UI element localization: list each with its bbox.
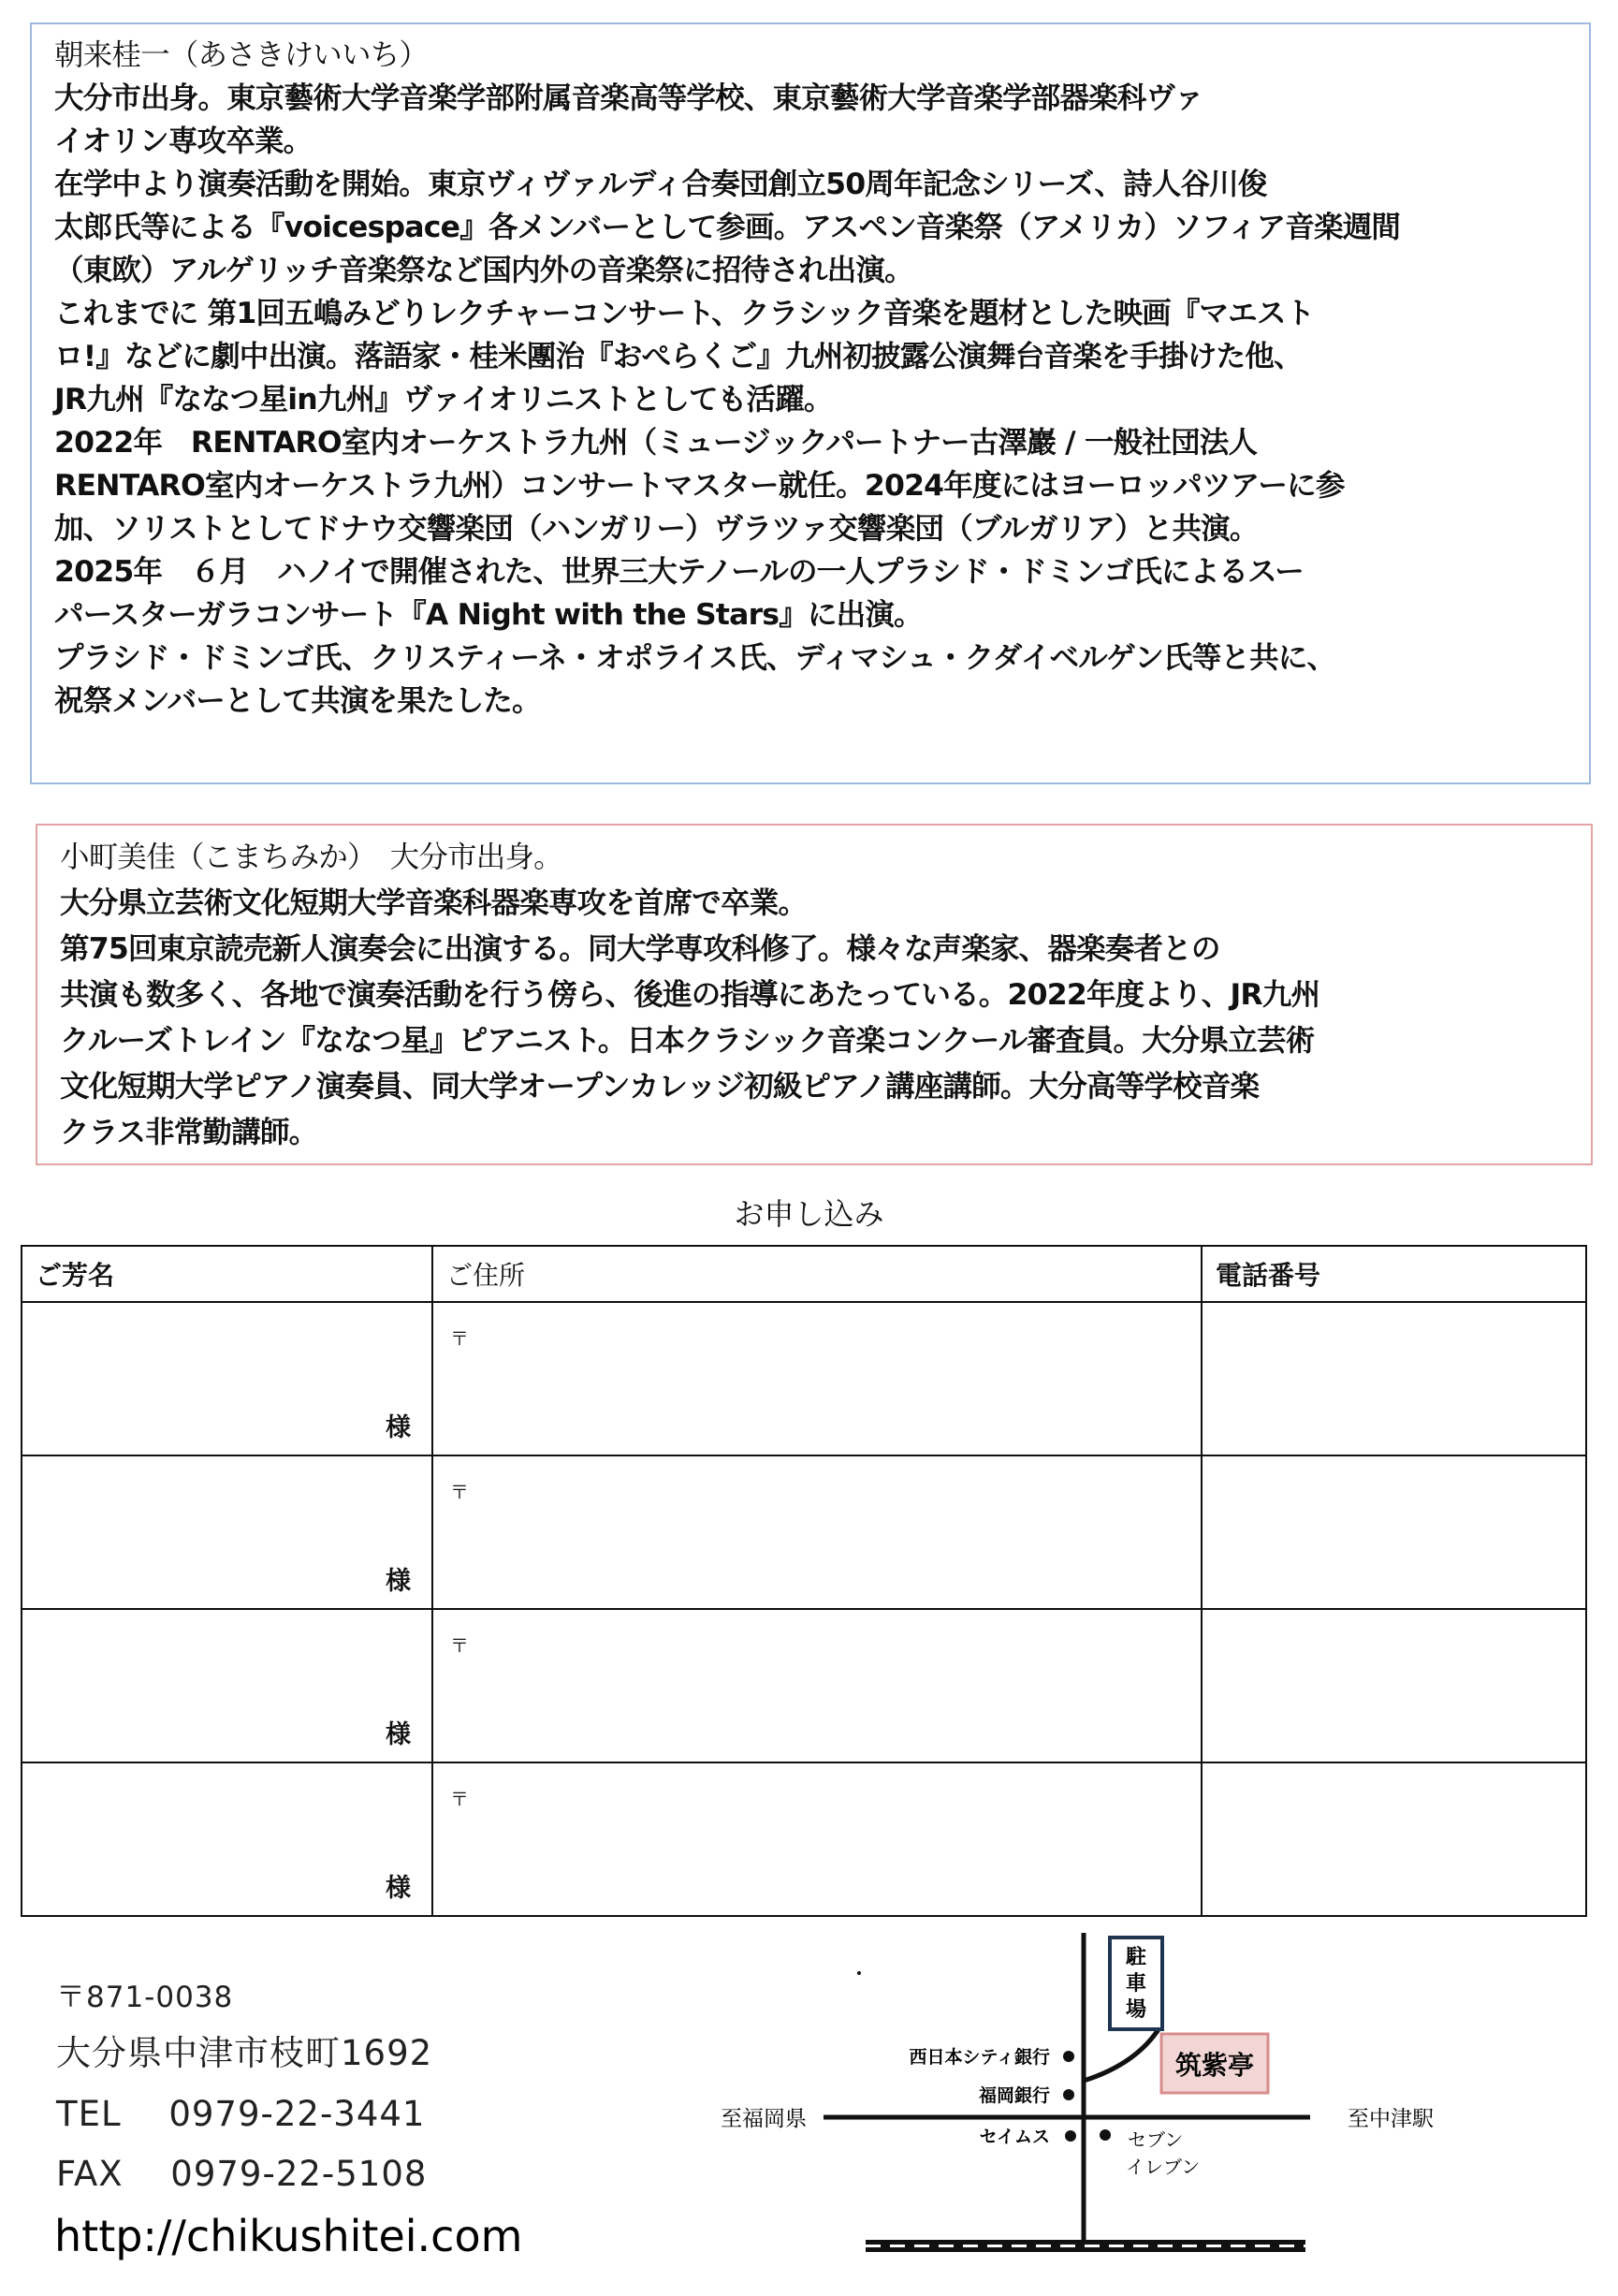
parking-char: 場 [1125, 1998, 1147, 2022]
bank-label: 福岡銀行 [978, 2085, 1050, 2106]
profile-line: クルーズトレイン『ななつ星』ピアニスト。日本クラシック音楽コンクール審査員。大分県立芸術 [60, 1024, 1315, 1058]
profile-line: パースターガラコンサート『A Night with the Stars』に出演。 [54, 598, 923, 632]
profile-line: 太郎氏等による『voicespace』各メンバーとして参画。アスペン音楽祭（アメリカ）ソフィア音楽週間 [54, 211, 1401, 244]
profile-line: 大分市出身。東京藝術大学音楽学部附属音楽高等学校、東京藝術大学音楽学部器楽科ヴァ [54, 81, 1203, 115]
profile-name: 小町美佳（こまちみか） 大分市出身。 [60, 841, 562, 874]
profile-line: 文化短期大学ピアノ演奏員、同大学オープンカレッジ初級ピアノ講座講師。大分高等学校音楽 [60, 1070, 1260, 1104]
profile-line: RENTARO室内オーケストラ九州）コンサートマスター就任。2024年度にはヨーロッパツアーに参 [54, 469, 1345, 503]
postal-code: 〒871-0038 [56, 1981, 234, 2014]
postal-mark: 〒 [450, 1788, 469, 1810]
profile-line: イオリン専攻卒業。 [54, 124, 313, 158]
store-marker [1100, 2129, 1111, 2141]
bank-marker [1063, 2089, 1074, 2100]
profile-line: 2022年 RENTARO室内オーケストラ九州（ミュージックパートナー古澤巖 / 一般社団法人 [54, 426, 1258, 460]
postal-mark: 〒 [450, 1634, 469, 1657]
profile-line: 祝祭メンバーとして共演を果たした。 [54, 684, 541, 718]
profile-line: 2025年 ６月 ハノイで開催された、世界三大テノールの一人プラシド・ドミンゴ氏によるスー [54, 555, 1304, 589]
header-address: ご住所 [432, 1246, 1202, 1302]
profile-line: 第75回東京読売新人演奏会に出演する。同大学専攻科修了。様々な声楽家、器楽奏者との [60, 932, 1220, 966]
direction-right: 至中津駅 [1348, 2107, 1434, 2131]
tel-number: TEL 0979-22-3441 [56, 2094, 426, 2134]
profile-line: プラシド・ドミンゴ氏、クリスティーネ・オポライス氏、ディマシュ・クダイベルゲン氏等と共に、 [54, 641, 1336, 675]
form-title: お申し込み [734, 1196, 884, 1232]
profile-name: 朝来桂一（あさきけいいち） [54, 38, 429, 72]
profile-line: 加、ソリストとしてドナウ交響楽団（ハンガリー）ヴラツァ交響楽団（ブルガリア）と共演。 [54, 512, 1259, 546]
profile-line: これまでに 第1回五嶋みどりレクチャーコンサート、クラシック音楽を題材とした映画『マエスト [54, 297, 1315, 330]
profile-line: 在学中より演奏活動を開始。東京ヴィヴァルディ合奏団創立50周年記念シリーズ、詩人谷川俊 [54, 168, 1267, 201]
direction-left: 至福岡県 [721, 2107, 807, 2131]
store-label: イレブン [1126, 2156, 1201, 2178]
parking-char: 車 [1125, 1972, 1147, 1996]
fax-number: FAX 0979-22-5108 [56, 2154, 428, 2194]
postal-mark: 〒 [450, 1481, 469, 1503]
store-label: セイムス [979, 2127, 1050, 2147]
profile-line: JR九州『ななつ星in九州』ヴァイオリニストとしても活躍。 [54, 383, 833, 417]
website-link[interactable]: http://chikushitei.com [54, 2211, 523, 2261]
postal-mark: 〒 [450, 1327, 469, 1350]
honorific-label: 様 [386, 1874, 411, 1903]
header-name: ご芳名 [22, 1246, 432, 1302]
parking-char: 駐 [1125, 1946, 1147, 1969]
profile-line: （東欧）アルゲリッチ音楽祭など国内外の音楽祭に招待され出演。 [54, 254, 913, 287]
profile-line: クラス非常勤講師。 [60, 1116, 318, 1149]
profile-line: 大分県立芸術文化短期大学音楽科器楽専攻を首席で卒業。 [60, 886, 808, 920]
honorific-label: 様 [386, 1413, 411, 1442]
header-phone: 電話番号 [1202, 1246, 1586, 1302]
bank-marker [1063, 2051, 1074, 2062]
map-dot [857, 1971, 861, 1975]
store-label: セブン [1128, 2128, 1184, 2151]
honorific-label: 様 [386, 1720, 411, 1749]
venue-label: 筑紫亭 [1174, 2050, 1255, 2081]
bank-label: 西日本シティ銀行 [909, 2047, 1050, 2068]
address-text: 大分県中津市枝町1692 [56, 2033, 433, 2073]
honorific-label: 様 [386, 1567, 411, 1596]
store-marker [1065, 2130, 1076, 2142]
profile-line: ロ!』などに劇中出演。落語家・桂米團治『おぺらくご』九州初披露公演舞台音楽を手掛けた他、 [54, 340, 1303, 373]
access-road [1084, 2026, 1160, 2081]
profile-line: 共演も数多く、各地で演奏活動を行う傍ら、後進の指導にあたっている。2022年度より、JR九州 [60, 978, 1320, 1012]
